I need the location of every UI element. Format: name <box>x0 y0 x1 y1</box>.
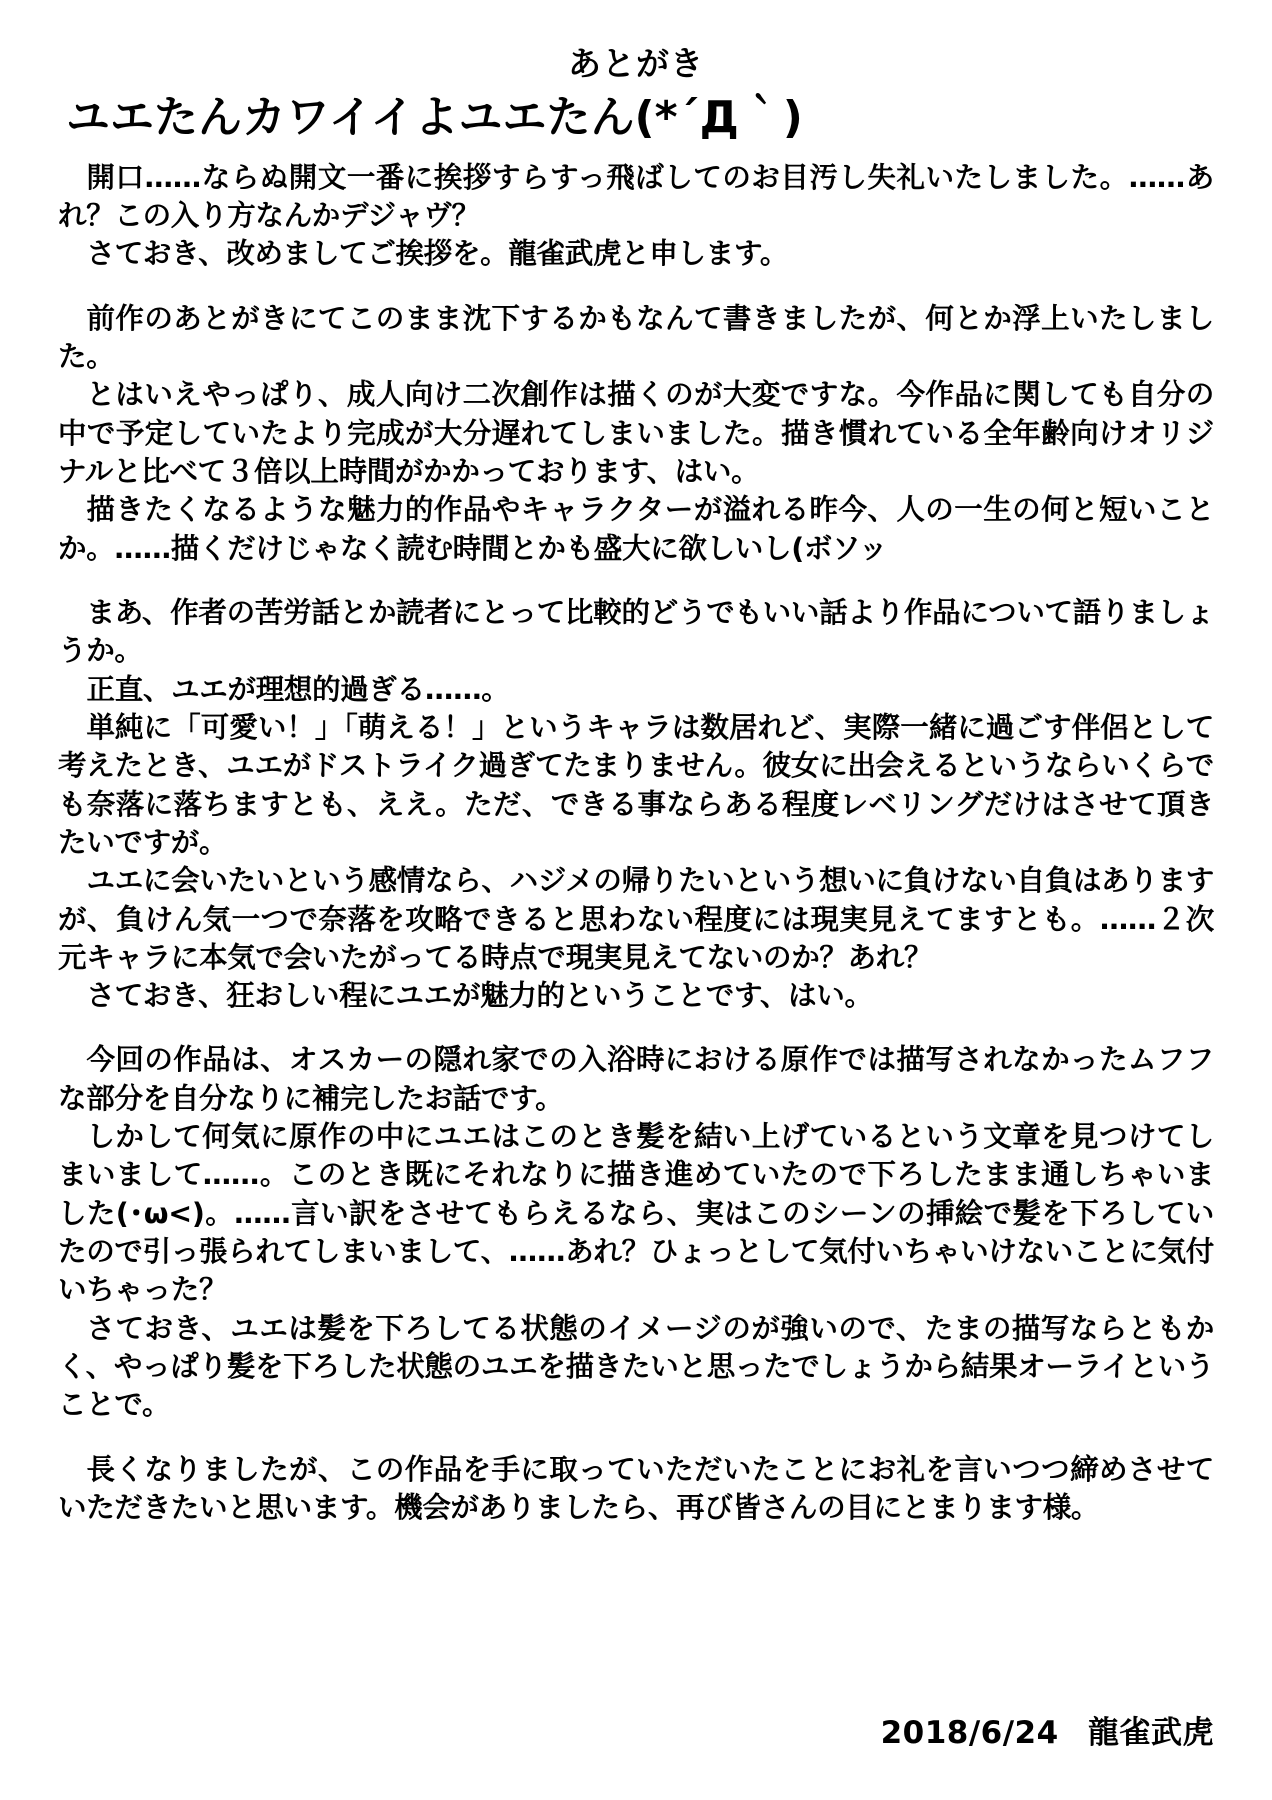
paragraph: 開口……ならぬ開文一番に挨拶すらすっ飛ばしてのお目汚し失礼いたしました。……あれ？この入り方なんかデジャヴ？ <box>58 160 1214 232</box>
paragraph: 正直、ユエが理想的過ぎる……。 <box>86 672 510 706</box>
paragraph: まあ、作者の苦労話とか読者にとって比較的どうでもいい話より作品について語りましょうか。 <box>58 595 1214 668</box>
paragraph: さておき、狂おしい程にユエが魅力的ということです、はい。 <box>86 979 873 1013</box>
text-block-production <box>58 300 1214 568</box>
paragraph: さておき、改めましてご挨拶を。龍雀武虎と申します。 <box>86 237 789 271</box>
paragraph: ユエに会いたいという感情なら、ハジメの帰りたいという想いに負けない自負はありますが、負けん気一つで奈落を攻略できると思わない程度には現実見えてますとも。……２次元キャラに本気で会いたがってる時点で現実見えてないのか？あれ？ <box>58 864 1214 974</box>
paragraph: 今回の作品は、オスカーの隠れ家での入浴時における原作では描写されなかったムフフな部分を自分なりに補完したお話です。 <box>58 1043 1214 1115</box>
paragraph: 前作のあとがきにてこのまま沈下するかもなんて書きましたが、何とか浮上いたしました。 <box>58 301 1214 373</box>
paragraph: 描きたくなるような魅力的作品やキャラクターが溢れる昨今、人の一生の何と短いことか。……描くだけじゃなく読む時間とかも盛大に欲しいし(ボソッ <box>58 493 1214 565</box>
text-block-this-work <box>58 1041 1214 1424</box>
page-title: あとがき <box>568 44 704 83</box>
signature-author: 龍雀武虎 <box>1088 1715 1214 1751</box>
text-block-about-yue <box>58 594 1214 1016</box>
paragraph: とはいえやっぱり、成人向け二次創作は描くのが大変ですな。今作品に関しても自分の中で予定していたより完成が大分遅れてしまいました。描き慣れている全年齢向けオリジナルと比べて３倍以上時間がかかっております、はい。 <box>58 378 1214 488</box>
text-block-intro <box>58 159 1214 274</box>
page-subtitle: ユエたんカワイイよユエたん(*´Д｀) <box>66 91 803 143</box>
paragraph: 単純に「可愛い！」「萌える！」というキャラは数居れど、実際一緒に過ごす伴侶として考えたとき、ユエがドストライク過ぎてたまりません。彼女に出会えるというならいくらでも奈落に落ちますとも、ええ。ただ、できる事ならある程度レベリングだけはさせて頂きたいですが。 <box>58 710 1214 859</box>
paragraph: さておき、ユエは髪を下ろしてる状態のイメージのが強いので、たまの描写ならともかく、やっぱり髪を下ろした状態のユエを描きたいと思ったでしょうから結果オーライということで。 <box>58 1311 1214 1422</box>
text-block-closing <box>58 1451 1214 1528</box>
paragraph: 長くなりましたが、この作品を手に取っていただいたことにお礼を言いつつ締めさせていただきたいと思います。機会がありましたら、再び皆さんの目にとまります様。 <box>58 1452 1214 1525</box>
paragraph: しかして何気に原作の中にユエはこのとき髪を結い上げているという文章を見つけてしまいまして……。このとき既にそれなりに描き進めていたので下ろしたまま通しちゃいました(･ω<)。……言い訳をさせてもらえるなら、実はこのシーンの挿絵で髪を下ろしていたので引っ張られてしまいまして、……あれ？ひょっとして気付いちゃいけないことに気付いちゃった？ <box>58 1120 1214 1307</box>
signature-date: 2018/6/24 <box>880 1715 1059 1751</box>
signature <box>881 1707 1214 1752</box>
